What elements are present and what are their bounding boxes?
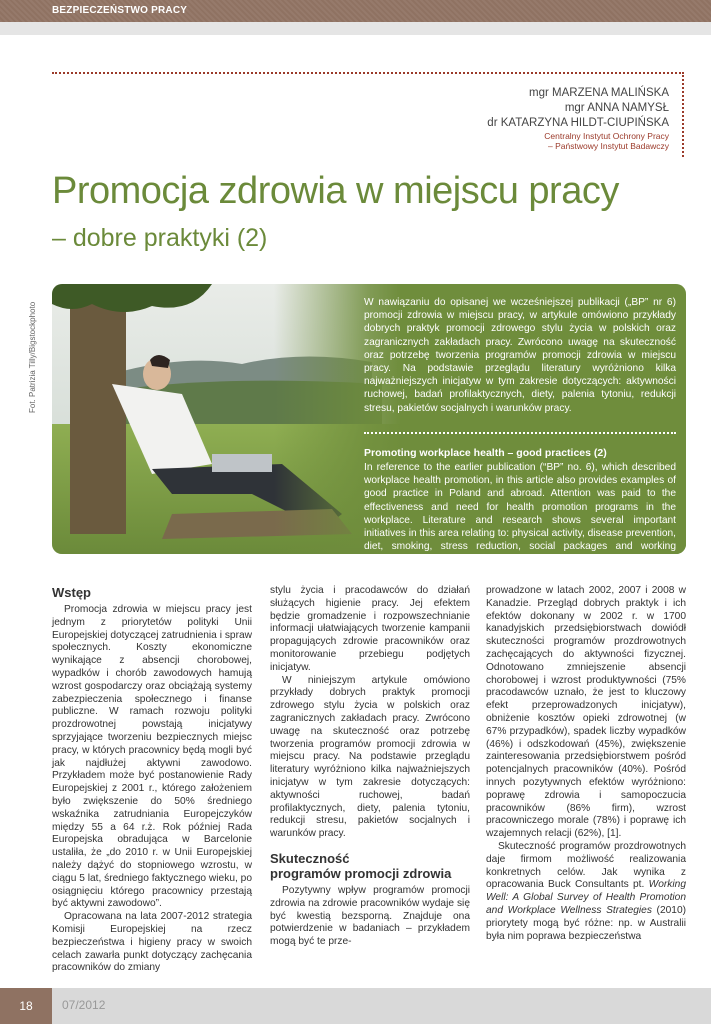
institution-line-1: Centralny Instytut Ochrony Pracy <box>544 131 669 141</box>
dotted-divider <box>52 72 684 74</box>
body-text: (2010) priorytety mogą być różne: np. w Australii była nim poprawa bezpieczeństwa <box>486 904 687 942</box>
header-gray-strip <box>0 22 711 35</box>
abstract-divider <box>364 432 676 434</box>
section-heading-intro: Wstęp <box>52 585 91 600</box>
author-name-3: dr KATARZYNA HILDT-CIUPIŃSKA <box>487 117 669 129</box>
body-paragraph: W niniejszym artykule omówiono przykłady dobrych praktyk promocji zdrowego stylu życia w polskich oraz zagranicznych zakładach pracy. Zwrócono uwagę na skuteczność oraz potrzebę tworzenia programów promocji zdrowia w miejscu pracy. Na podstawie przeglądu literatury wyróżniono kilka najważniejszych inicjatyw w tym zakresie dotyczących: aktywności ruchowej, badań profilaktycznych, diety, palenia tytoniu, redukcji stresu, pakietów socjalnych i warunków pracy. <box>270 674 470 840</box>
body-column-1 <box>52 585 252 975</box>
section-heading-line-2: programów promocji zdrowia <box>270 865 452 881</box>
author-name-2: mgr ANNA NAMYSŁ <box>564 102 669 114</box>
dotted-divider-vertical <box>682 72 684 157</box>
body-paragraph: Promocja zdrowia w miejscu pracy jest jednym z priorytetów polityki Unii Europejskiej dotyczącej zatrudnienia i spraw społecznych. Koszty ekonomiczne wynikające z absencji chorobowej, wypadków i chorób zawodowych hamują wzrost gospodarczy oraz obciążają systemy zabezpieczenia społecznego i finanse publiczne. W ramach rozwoju polityki prozdrowotnej powstają inicjatywy sprzyjające tworzeniu bezpiecznych miejsc pracy, w których pracownicy będą mogli być jak najdłużej aktywni zawodowo. Przykładem może być postanowienie Rady Europejskiej z 2001 r., którego założeniem było zwiększenie do 50% średniego wskaźnika zatrudniania Europejczyków między 55 a 64 r.ż. Rok później Rada Europejska obradująca w Barcelonie ustaliła, że „do 2010 r. w Unii Europejskiej należy dążyć do stopniowego wzrostu, w ciągu 5 lat, średniego faktycznego wieku, po osiągnięciu którego pracownicy przestają być aktywni zawodowo”. <box>52 604 252 910</box>
body-paragraph: prowadzone w latach 2002, 2007 i 2008 w Kanadzie. Przegląd dobrych praktyk i ich efektów dokonany w 2002 r. w 1700 kanadyjskich przedsiębiorstwach dowiódł skuteczności programów prozdrowotnych zachęcających do aktywności fizycznej. Odnotowano zmniejszenie absencji chorobowej i wzrost produktywności (75% pracodawców uznało, że jest to kluczowy efekt przeprowadzonych inicjatyw), obniżenie kosztów opieki zdrowotnej (w 67% przypadków), spadek liczby wypadków (46%) i odszkodowań (45%), zwiększenie zainteresowania przedsiębiorstwem pośród potencjalnych pracowników (40%). Pośród innych pozytywnych efektów wyróżniono: poprawę zdrowia i samopoczucia pracowników (86% firm), wzrost pracowniczego morale (78%) i poprawę ich wzajemnych relacji (62%), [1]. <box>486 585 686 840</box>
body-text: Skuteczność programów prozdrowotnych daje firmom możliwość realizowania konkretnych celów. Jak wynika z opracowania Buck Consultants pt. <box>486 840 686 891</box>
section-heading-effectiveness <box>270 851 470 881</box>
photo-credit: Fot. Patrizia Tilly/Bigstockphoto <box>28 301 37 413</box>
issue-label: 07/2012 <box>62 998 106 1012</box>
article-title: Promocja zdrowia w miejscu pracy <box>52 170 619 212</box>
section-header-bar <box>0 0 711 22</box>
photo-credit-wrap <box>28 285 40 415</box>
abstract-english-title: Promoting workplace health – good practices (2) <box>364 447 607 459</box>
body-column-2 <box>270 585 470 949</box>
author-block <box>487 86 669 151</box>
article-subtitle: – dobre praktyki (2) <box>52 224 268 252</box>
body-paragraph <box>486 841 686 943</box>
section-label: BEZPIECZEŃSTWO PRACY <box>52 5 188 16</box>
author-name-1: mgr MARZENA MALIŃSKA <box>529 87 669 99</box>
institution-line-2: – Państwowy Instytut Badawczy <box>548 141 669 151</box>
body-paragraph: Opracowana na lata 2007-2012 strategia Komisji Europejskiej na rzecz bezpieczeństwa i higieny pracy w swoich celach zawarła punkt dotyczący zachęcania pracowników do zmiany <box>52 911 252 974</box>
footer-bar <box>0 988 711 1024</box>
report-title: Working Well: A Global Survey of Health Promotion and Workplace Wellness Strategies <box>486 879 686 916</box>
page-number: 18 <box>0 988 52 1024</box>
section-heading-line-1: Skuteczność <box>270 850 350 866</box>
abstract-english: In reference to the earlier publication (“BP” no. 6), which described workplace health promotion, in this article also provides examples of good practice in Poland and abroad. Attention was paid to the effectiveness and need for health promotion programs in the workplace. Literature and research shows several important initiatives in this area relating to: physical activity, disease prevention, diet, smoking, stress reduction, social packages and working conditions. <box>364 462 676 566</box>
body-paragraph: stylu życia i pracodawców do działań służących higienie pracy. Jej efektem będzie gromadzenie i rozpowszechnianie informacji ułatwiających tworzenie kampanii propagujących zdrowie pracowników oraz monitorowanie przebiegu podjętych inicjatyw. <box>270 585 470 673</box>
body-column-3 <box>486 585 686 943</box>
abstract-polish: W nawiązaniu do opisanej we wcześniejszej publikacji („BP” nr 6) promocji zdrowia w miejscu pracy, w artykule omówiono przykłady dobrych praktyk promocji zdrowego stylu życia w polskich oraz zagranicznych zakładach pracy. Zwrócono uwagę na skuteczność oraz potrzebę tworzenia programów promocji zdrowia w miejscu pracy. Na podstawie przeglądu literatury wyróżniono kilka najważniejszych inicjatyw w tym zakresie dotyczących: aktywności ruchowej, badań profilaktycznych, diety, palenia tytoniu, redukcji stresu, pakietów socjalnych i warunków pracy. <box>364 297 676 414</box>
body-paragraph: Pozytywny wpływ programów promocji zdrowia na zdrowie pracowników wydaje się być kwestią bezsporną. Znajduje ona potwierdzenie w badaniach – przykładem mogą być te prze- <box>270 884 470 948</box>
